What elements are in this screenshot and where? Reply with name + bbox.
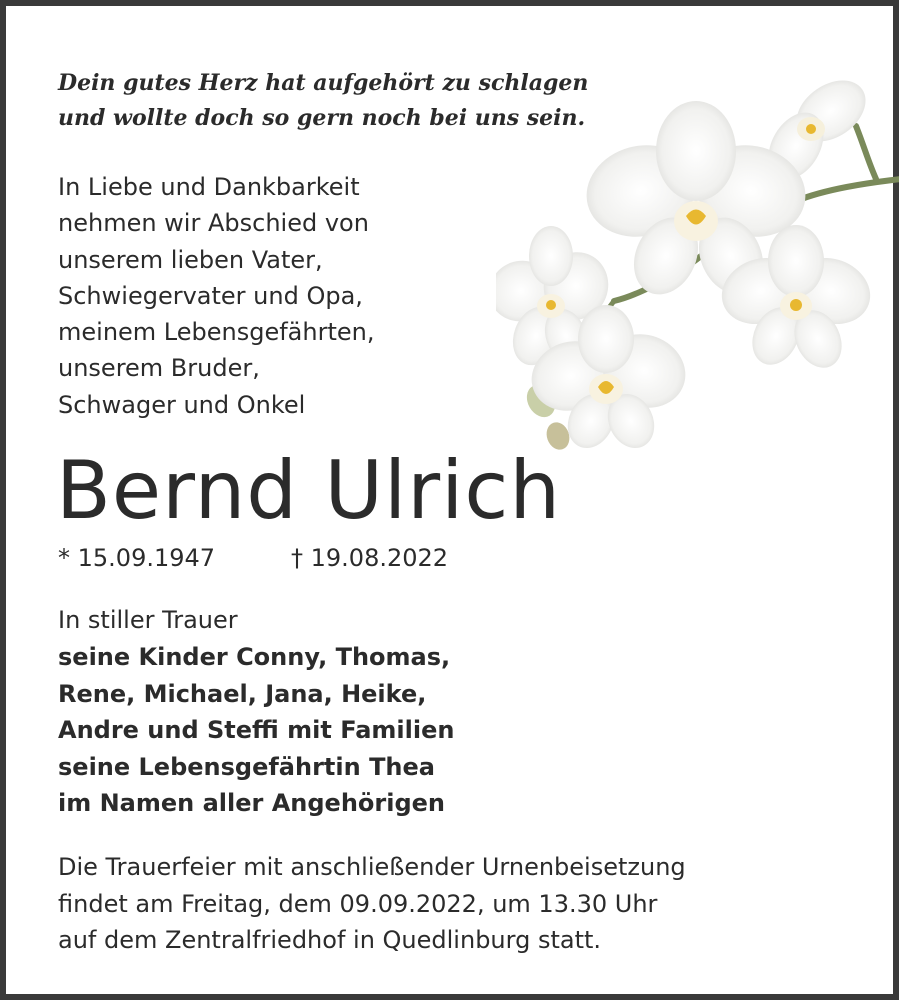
farewell-text bbox=[58, 169, 374, 423]
mourners-line: seine Lebensgefährtin Thea bbox=[58, 752, 435, 781]
farewell-line: meinem Lebensgefährten, bbox=[58, 318, 375, 347]
funeral-service-info bbox=[58, 849, 686, 959]
mourners-line: Andre und Steffi mit Familien bbox=[58, 716, 455, 744]
service-line: findet am Freitag, dem 09.09.2022, um 13.30 Uhr bbox=[58, 889, 658, 918]
verse-line: und wollte doch so gern noch bei uns sein. bbox=[58, 105, 586, 131]
death-date: † 19.08.2022 bbox=[291, 544, 449, 572]
orchid-icon bbox=[496, 61, 899, 461]
deceased-name: Bernd Ulrich bbox=[56, 444, 562, 537]
service-line: auf dem Zentralfriedhof in Quedlinburg statt. bbox=[58, 926, 602, 954]
mourners-line: im Namen aller Angehörigen bbox=[58, 789, 446, 817]
mourners-line: seine Kinder Conny, Thomas, bbox=[58, 643, 451, 671]
farewell-line: nehmen wir Abschied von bbox=[58, 209, 369, 238]
mourning-heading: In stiller Trauer bbox=[58, 606, 238, 634]
mourners-line: Rene, Michael, Jana, Heike, bbox=[58, 679, 427, 708]
birth-date: * 15.09.1947 bbox=[58, 544, 216, 572]
farewell-line: Schwiegervater und Opa, bbox=[58, 281, 363, 310]
mourners-list bbox=[58, 639, 454, 822]
farewell-line: In Liebe und Dankbarkeit bbox=[58, 173, 360, 201]
verse-line: Dein gutes Herz hat aufgehört zu schlagen bbox=[58, 70, 589, 96]
service-line: Die Trauerfeier mit anschließender Urnenbeisetzung bbox=[58, 853, 686, 881]
farewell-line: unserem Bruder, bbox=[58, 354, 260, 383]
farewell-line: Schwager und Onkel bbox=[58, 390, 306, 419]
farewell-line: unserem lieben Vater, bbox=[58, 245, 323, 274]
